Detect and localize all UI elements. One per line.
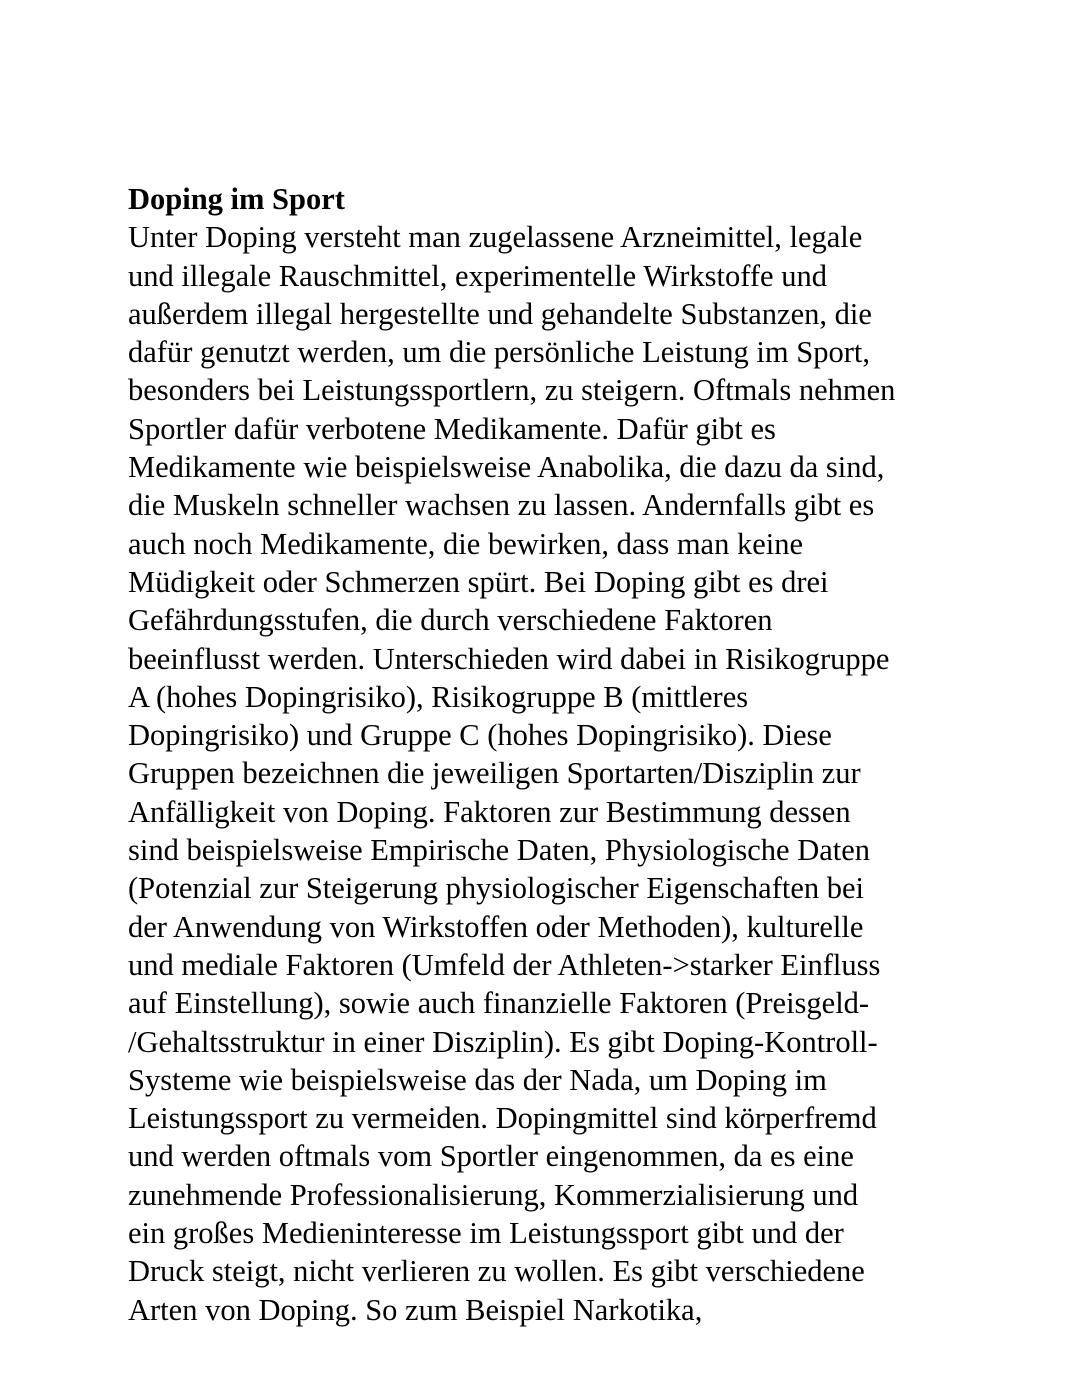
body-line: sind beispielsweise Empirische Daten, Physiologische Daten: [128, 833, 871, 868]
body-line: Medikamente wie beispielsweise Anabolika, die dazu da sind,: [128, 450, 885, 485]
body-line: Unter Doping versteht man zugelassene Arzneimittel, legale: [128, 220, 863, 255]
document-title: Doping im Sport: [128, 182, 345, 216]
body-line: Sportler dafür verbotene Medikamente. Dafür gibt es: [128, 411, 776, 446]
body-line: Arten von Doping. So zum Beispiel Narkotika,: [128, 1292, 703, 1327]
body-line: außerdem illegal hergestellte und gehandelte Substanzen, die: [128, 296, 872, 331]
body-line: Leistungssport zu vermeiden. Dopingmittel sind körperfremd: [128, 1101, 877, 1136]
body-line: und werden oftmals vom Sportler eingenommen, da es eine: [128, 1139, 854, 1174]
body-line: Anfälligkeit von Doping. Faktoren zur Bestimmung dessen: [128, 794, 851, 829]
body-line: Gefährdungsstufen, die durch verschiedene Faktoren: [128, 603, 773, 638]
body-line: und illegale Rauschmittel, experimentelle Wirkstoffe und: [128, 258, 827, 293]
body-line: Dopingrisiko) und Gruppe C (hohes Dopingrisiko). Diese: [128, 718, 832, 753]
body-line: dafür genutzt werden, um die persönliche Leistung im Sport,: [128, 335, 870, 370]
body-line: /Gehaltsstruktur in einer Disziplin). Es gibt Doping-Kontroll-: [128, 1024, 878, 1059]
body-line: auch noch Medikamente, die bewirken, dass man keine: [128, 526, 804, 561]
body-line: und mediale Faktoren (Umfeld der Athleten->starker Einfluss: [128, 947, 881, 982]
body-line: zunehmende Professionalisierung, Kommerzialisierung und: [128, 1177, 859, 1212]
body-line: auf Einstellung), sowie auch finanzielle Faktoren (Preisgeld-: [128, 986, 870, 1021]
body-line: der Anwendung von Wirkstoffen oder Methoden), kulturelle: [128, 909, 864, 944]
body-line: ein großes Medieninteresse im Leistungssport gibt und der: [128, 1216, 844, 1251]
body-line: besonders bei Leistungssportlern, zu steigern. Oftmals nehmen: [128, 373, 896, 408]
body-line: die Muskeln schneller wachsen zu lassen. Andernfalls gibt es: [128, 488, 875, 523]
body-line: Müdigkeit oder Schmerzen spürt. Bei Doping gibt es drei: [128, 564, 829, 599]
document-body: [128, 180, 1008, 1329]
body-line: Systeme wie beispielsweise das der Nada, um Doping im: [128, 1062, 827, 1097]
body-line: A (hohes Dopingrisiko), Risikogruppe B (mittleres: [128, 679, 749, 714]
body-line: Gruppen bezeichnen die jeweiligen Sportarten/Disziplin zur: [128, 756, 861, 791]
body-line: Druck steigt, nicht verlieren zu wollen. Es gibt verschiedene: [128, 1254, 865, 1289]
body-line: (Potenzial zur Steigerung physiologischer Eigenschaften bei: [128, 871, 865, 906]
body-line: beeinflusst werden. Unterschieden wird dabei in Risikogruppe: [128, 641, 890, 676]
